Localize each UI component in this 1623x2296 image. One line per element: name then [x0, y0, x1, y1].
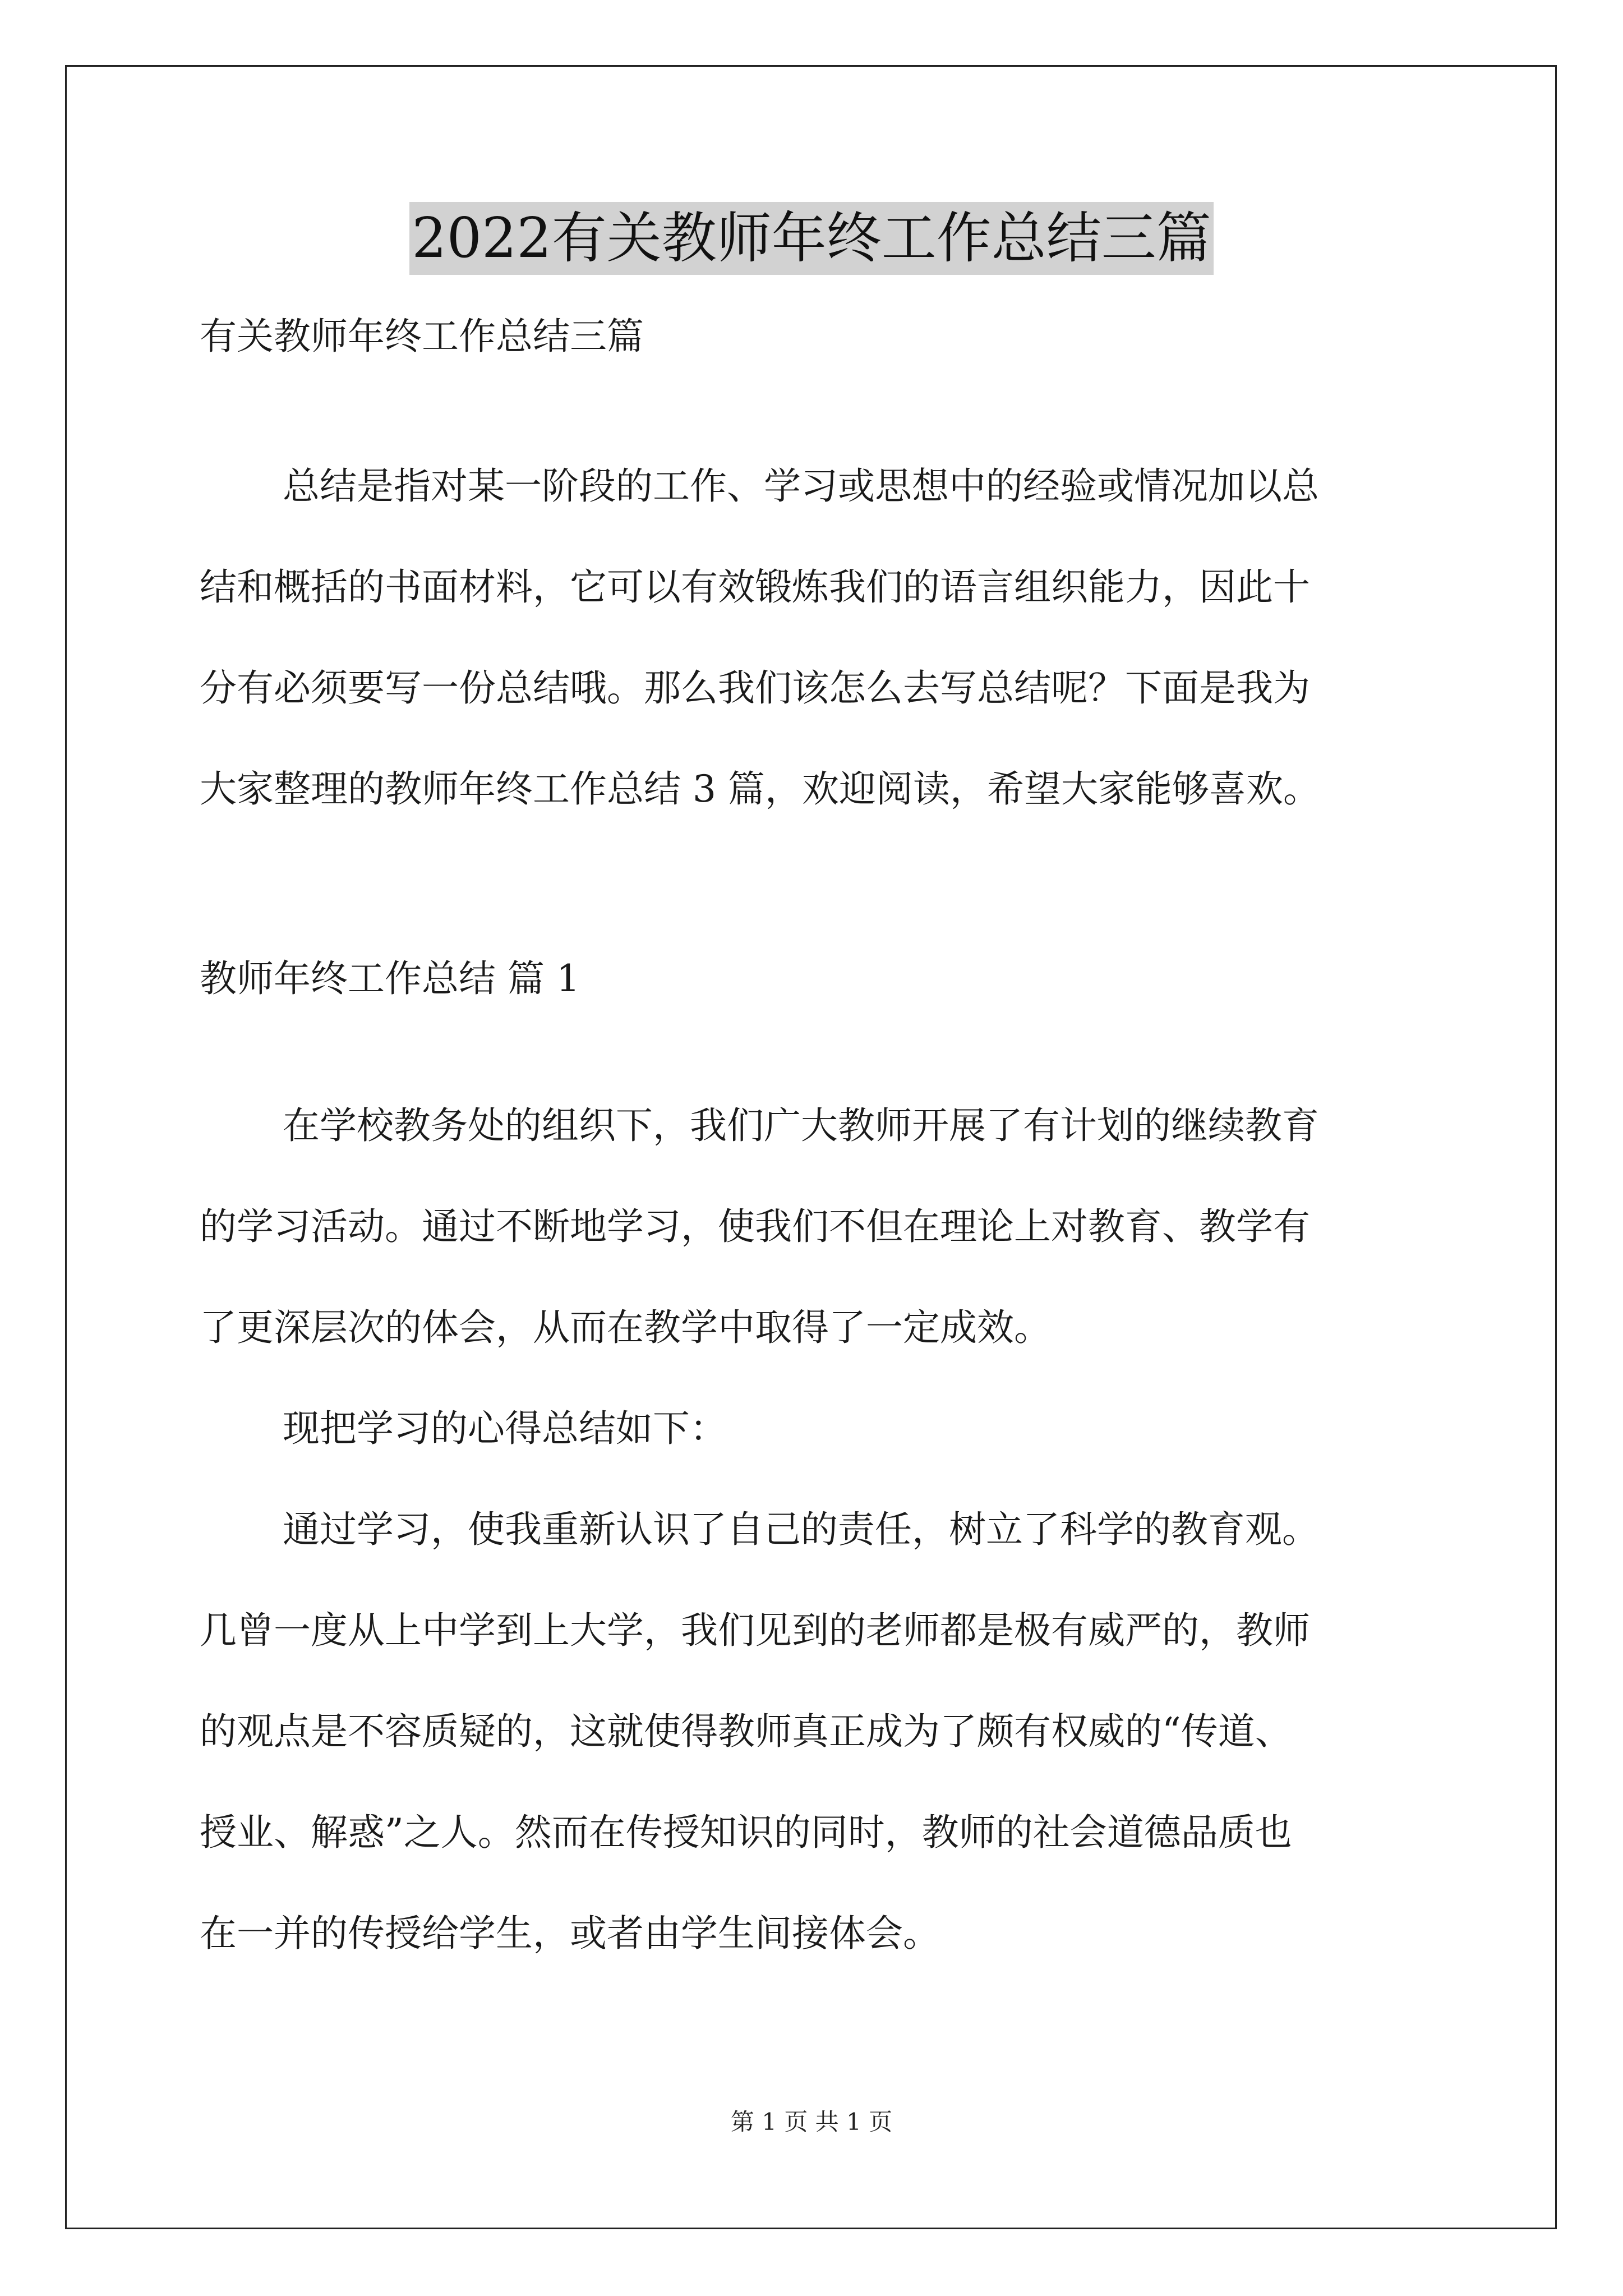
paragraph-line: 在一并的传授给学生，或者由学生间接体会。 [200, 1912, 940, 1955]
paragraph-line: 的学习活动。通过不断地学习，使我们不但在理论上对教育、教学有 [200, 1205, 1310, 1248]
paragraph-line: 现把学习的心得总结如下： [283, 1407, 727, 1450]
subtitle: 有关教师年终工作总结三篇 [200, 315, 644, 358]
intro-line: 总结是指对某一阶段的工作、学习或思想中的经验或情况加以总 [283, 464, 1319, 508]
paragraph-line: 的观点是不容质疑的，这就使得教师真正成为了颇有权威的“传道、 [200, 1710, 1292, 1753]
intro-line: 大家整理的教师年终工作总结 3 篇，欢迎阅读，希望大家能够喜欢。 [200, 767, 1320, 811]
intro-line: 结和概括的书面材料，它可以有效锻炼我们的语言组织能力，因此十 [200, 565, 1310, 609]
paragraph-line: 授业、解惑”之人。然而在传授知识的同时，教师的社会道德品质也 [200, 1811, 1292, 1854]
document-title: 2022有关教师年终工作总结三篇 [409, 202, 1213, 275]
page-footer: 第 1 页 共 1 页 [730, 2108, 893, 2136]
paragraph-line: 通过学习，使我重新认识了自己的责任，树立了科学的教育观。 [283, 1508, 1319, 1551]
section-heading: 教师年终工作总结 篇 1 [200, 957, 580, 1000]
paragraph-line: 了更深层次的体会，从而在教学中取得了一定成效。 [200, 1306, 1051, 1349]
document-title-block [0, 202, 1623, 275]
paragraph-line: 在学校教务处的组织下，我们广大教师开展了有计划的继续教育 [283, 1104, 1319, 1147]
intro-line: 分有必须要写一份总结哦。那么我们该怎么去写总结呢？下面是我为 [200, 666, 1310, 710]
paragraph-line: 几曾一度从上中学到上大学，我们见到的老师都是极有威严的，教师 [200, 1609, 1310, 1652]
